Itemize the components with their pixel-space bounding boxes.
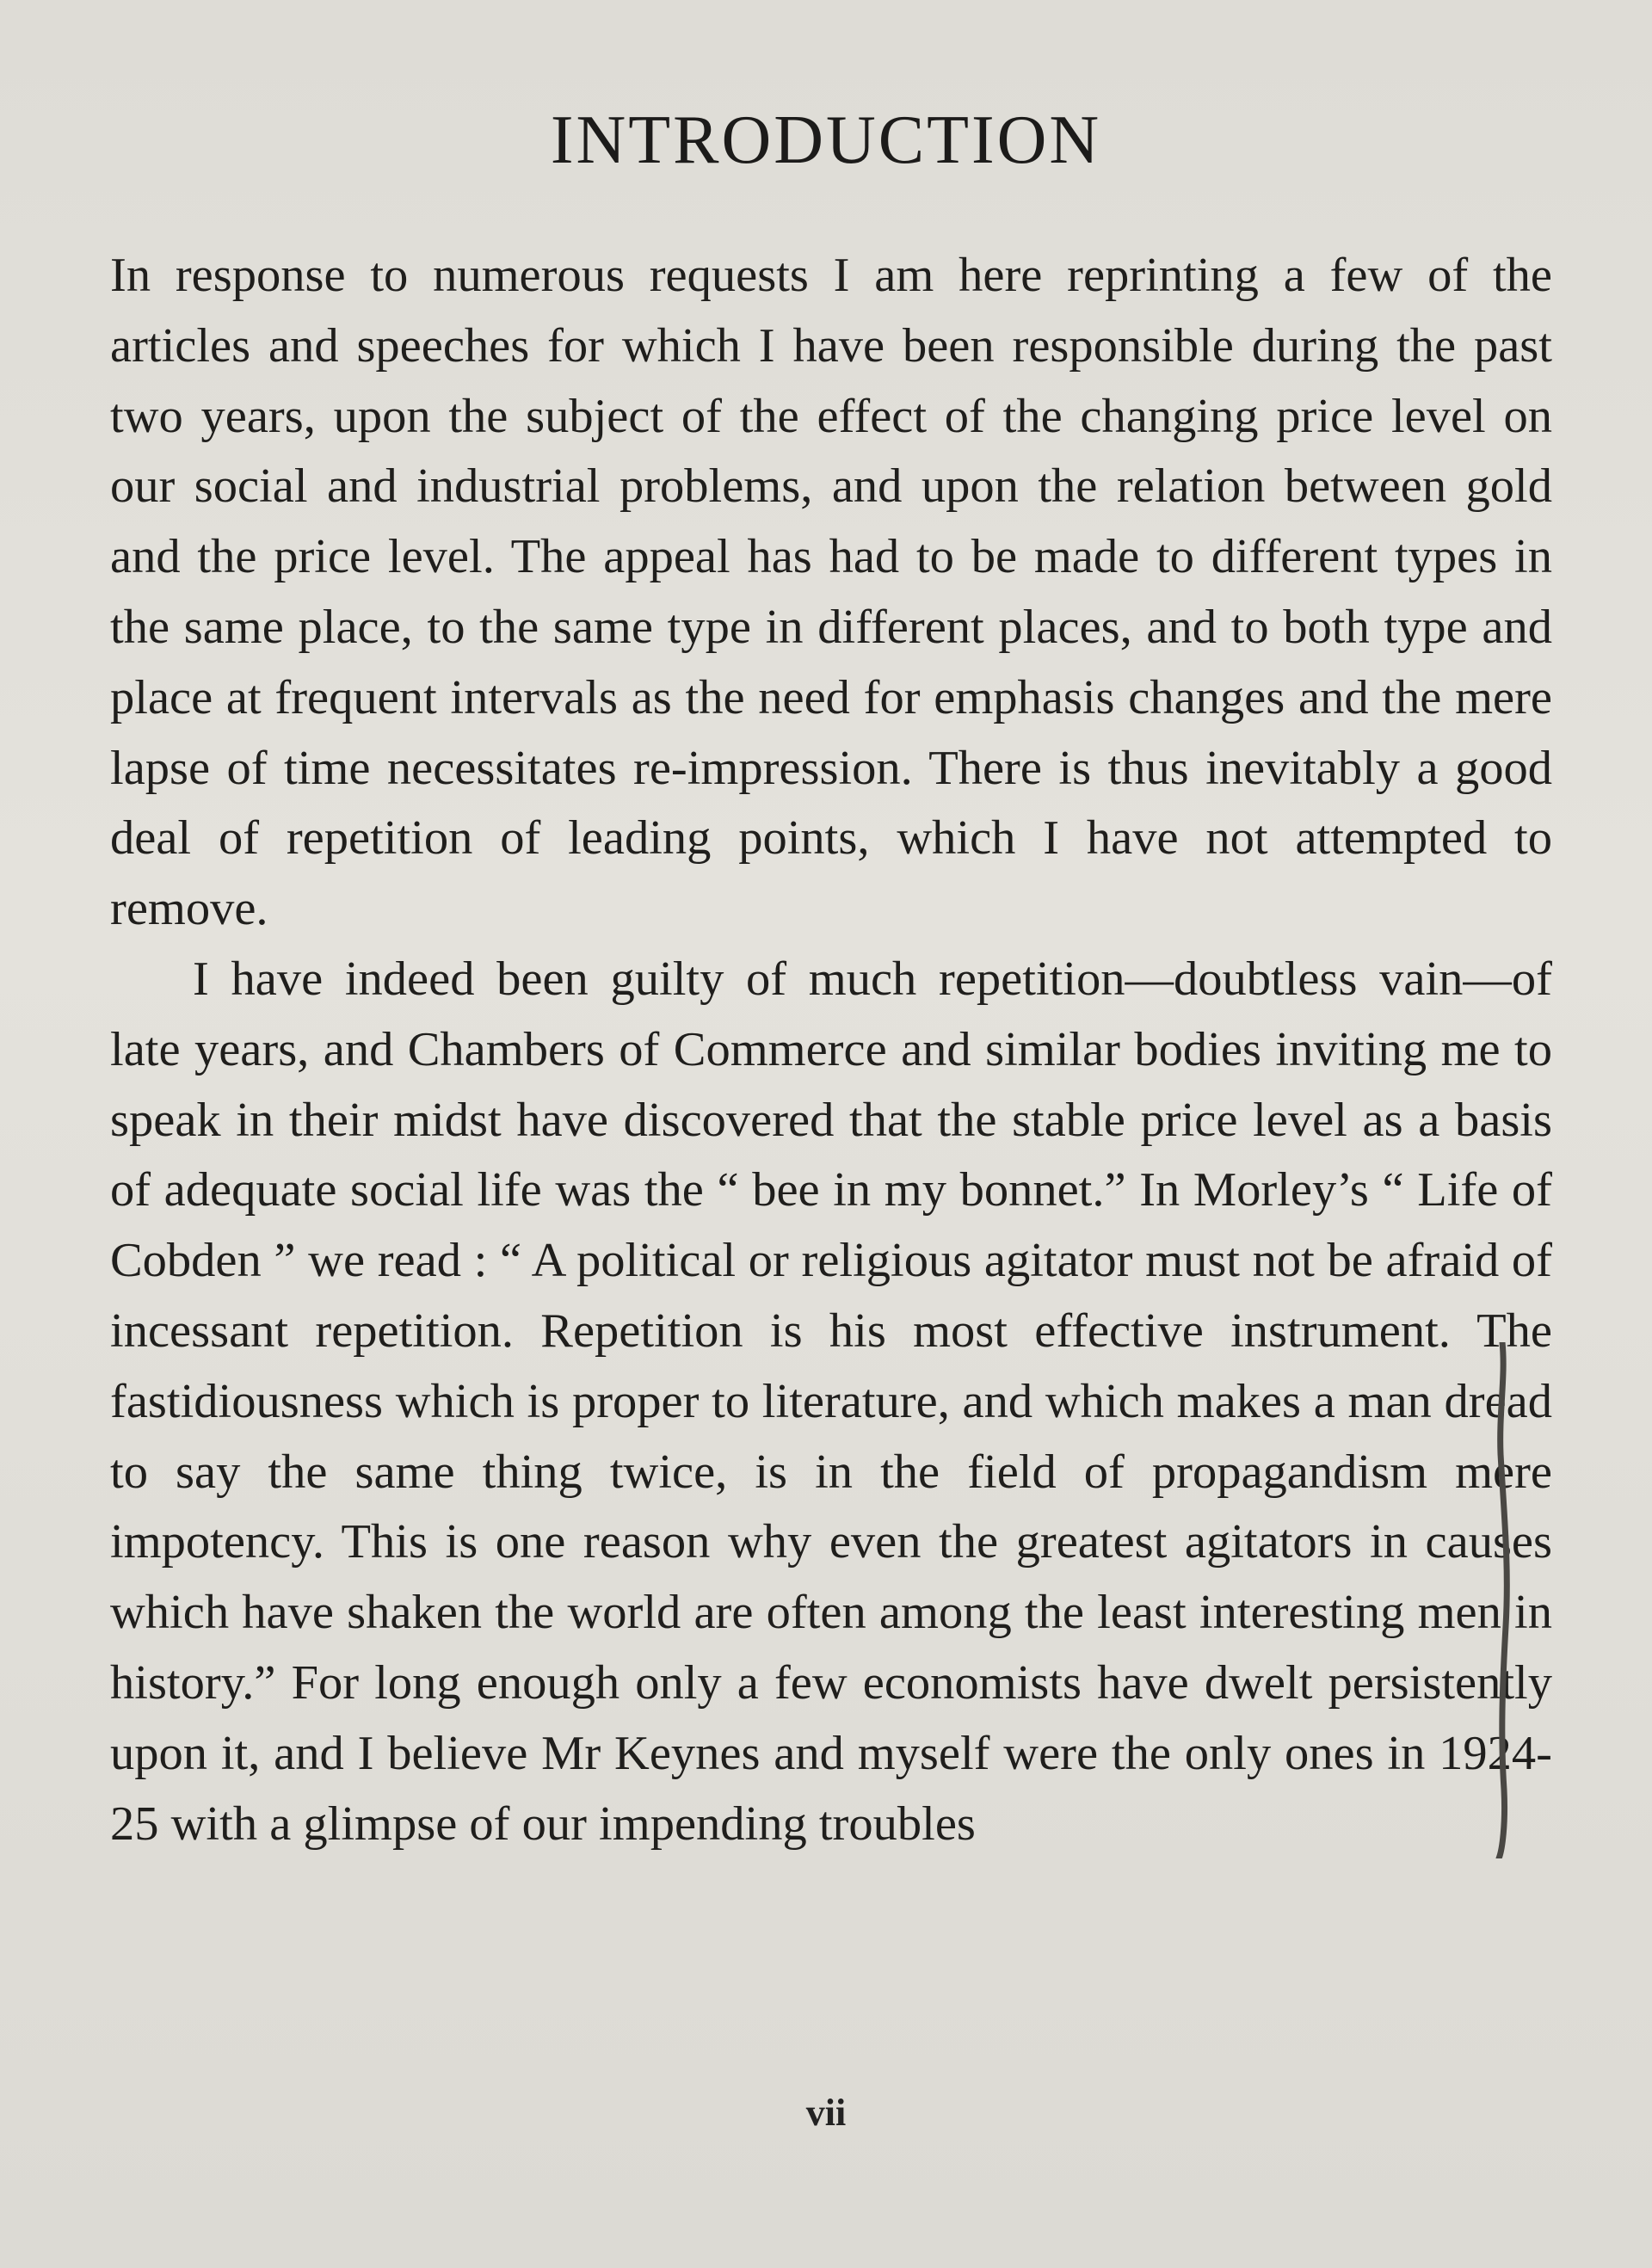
paragraph-2: I have indeed been guilty of much repetition—doubtless vain—of late years, and Chambers of Commerce and similar bodies inviting me to speak in their midst have discovered that the stable price level as a basis of adequate social life was the “ bee in my bonnet.” In Morley’s “ Life of Cobden ” we read : “ A political or religious agitator must not be afraid of incessant repetition. Repetition is his most effective instrument. The fastidiousness which is proper to literature, and which makes a man dread to say the same thing twice, is in the field of propagandism mere impotency. This is one reason why even the greatest agitators in causes which have shaken the world are often among the least interesting men in history.” For long enough only a few economists have dwelt persistently upon it, and I believe Mr Keynes and myself were the only ones in 1924-25 with a glimpse of our impending troubles bbox=[110, 952, 1552, 1851]
pencil-margin-mark bbox=[1483, 1342, 1518, 1858]
body-text bbox=[110, 241, 1552, 1859]
page-number: vii bbox=[805, 2092, 847, 2134]
chapter-title: INTRODUCTION bbox=[550, 102, 1102, 178]
paragraph-1: In response to numerous requests I am here reprinting a few of the articles and speeches for which I have been responsible during the past two years, upon the subject of the effect of the changing price level on our social and industrial problems, and upon the relation between gold and the price level. The appeal has had to be made to different types in the same place, to the same type in different places, and to both type and place at frequent intervals as the need for emphasis changes and the mere lapse of time necessitates re-impression. There is thus inevitably a good deal of repetition of leading points, which I have not attempted to remove. bbox=[110, 249, 1552, 936]
